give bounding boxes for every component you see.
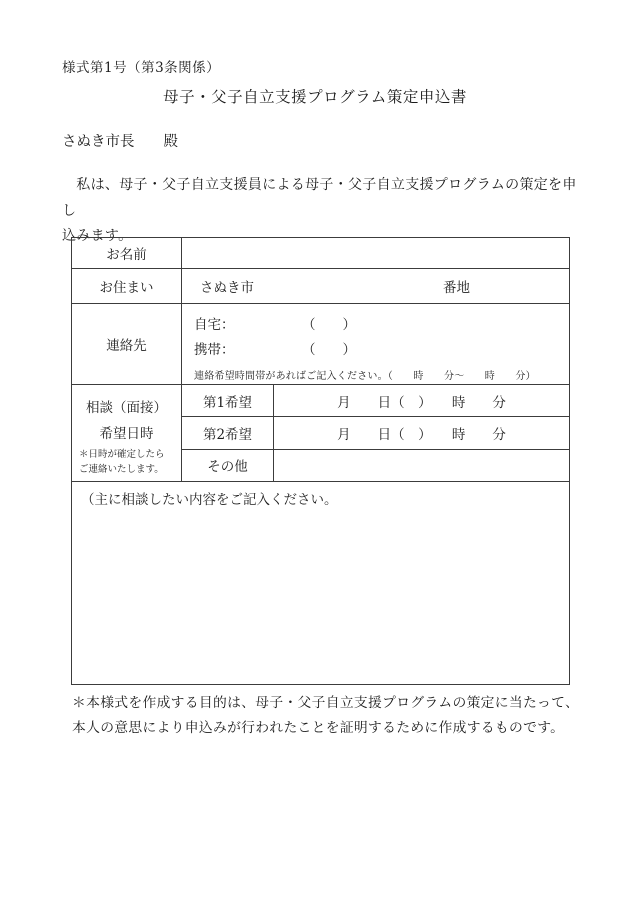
consultation-content-prompt: （主に相談したい内容をご記入ください。 <box>81 492 338 508</box>
footer-line-1: ＊本様式を作成する目的は、母子・父子自立支援プログラムの策定に当たって、 <box>72 695 580 711</box>
form-number: 様式第1号（第3条関係） <box>62 60 221 76</box>
interview-label-cell <box>72 385 182 481</box>
interview-note-line-1: ＊日時が確定したら <box>79 449 165 460</box>
address-label: お住まい <box>72 269 182 303</box>
name-input-field[interactable] <box>182 238 569 268</box>
address-city-prefix: さぬき市 <box>200 280 254 296</box>
contact-label: 連絡先 <box>72 304 182 384</box>
other-choice-input-field[interactable] <box>274 450 569 481</box>
first-choice-label: 第1希望 <box>182 385 274 416</box>
name-label: お名前 <box>72 238 182 268</box>
addressee-line: さぬき市長 殿 <box>62 134 178 150</box>
page-title: 母子・父子自立支援プログラム策定申込書 <box>163 88 467 106</box>
address-input-field[interactable] <box>182 269 569 303</box>
first-choice-input-field[interactable]: 月 日（ ） 時 分 <box>337 394 506 411</box>
intro-line-2: 込みます。 <box>62 228 133 244</box>
second-choice-row <box>182 416 569 448</box>
intro-line-1: 私は、母子・父子自立支援員による母子・父子自立支援プログラムの策定を申し <box>62 177 577 219</box>
name-row <box>72 238 569 268</box>
other-choice-label: その他 <box>182 450 274 481</box>
interview-label-line-2: 希望日時 <box>99 426 154 442</box>
footer-line-2: 本人の意思により申込みが行われたことを証明するために作成するものです。 <box>72 719 565 736</box>
interview-label-line-1: 相談（面接） <box>86 400 167 416</box>
contact-mobile-line: 携帯： （ ） <box>194 342 356 358</box>
application-form-table <box>71 237 570 685</box>
address-row <box>72 268 569 303</box>
contact-input-field[interactable] <box>182 304 569 384</box>
interview-choice-rows <box>182 385 569 481</box>
contact-home-line: 自宅： （ ） <box>194 317 356 333</box>
interview-note-line-2: ご連絡いたします。 <box>79 464 164 475</box>
second-choice-input-field[interactable]: 月 日（ ） 時 分 <box>337 426 506 443</box>
first-choice-row <box>182 385 569 416</box>
contact-row <box>72 303 569 384</box>
second-choice-label: 第2希望 <box>182 417 274 448</box>
contact-time-note: 連絡希望時間帯があればご記入ください。（ 時 分～ 時 分） <box>194 371 536 382</box>
interview-schedule-row <box>72 384 569 481</box>
consultation-content-field[interactable] <box>72 481 569 684</box>
footer-note <box>72 691 582 740</box>
address-banchi-suffix: 番地 <box>443 280 470 296</box>
other-choice-row <box>182 449 569 481</box>
